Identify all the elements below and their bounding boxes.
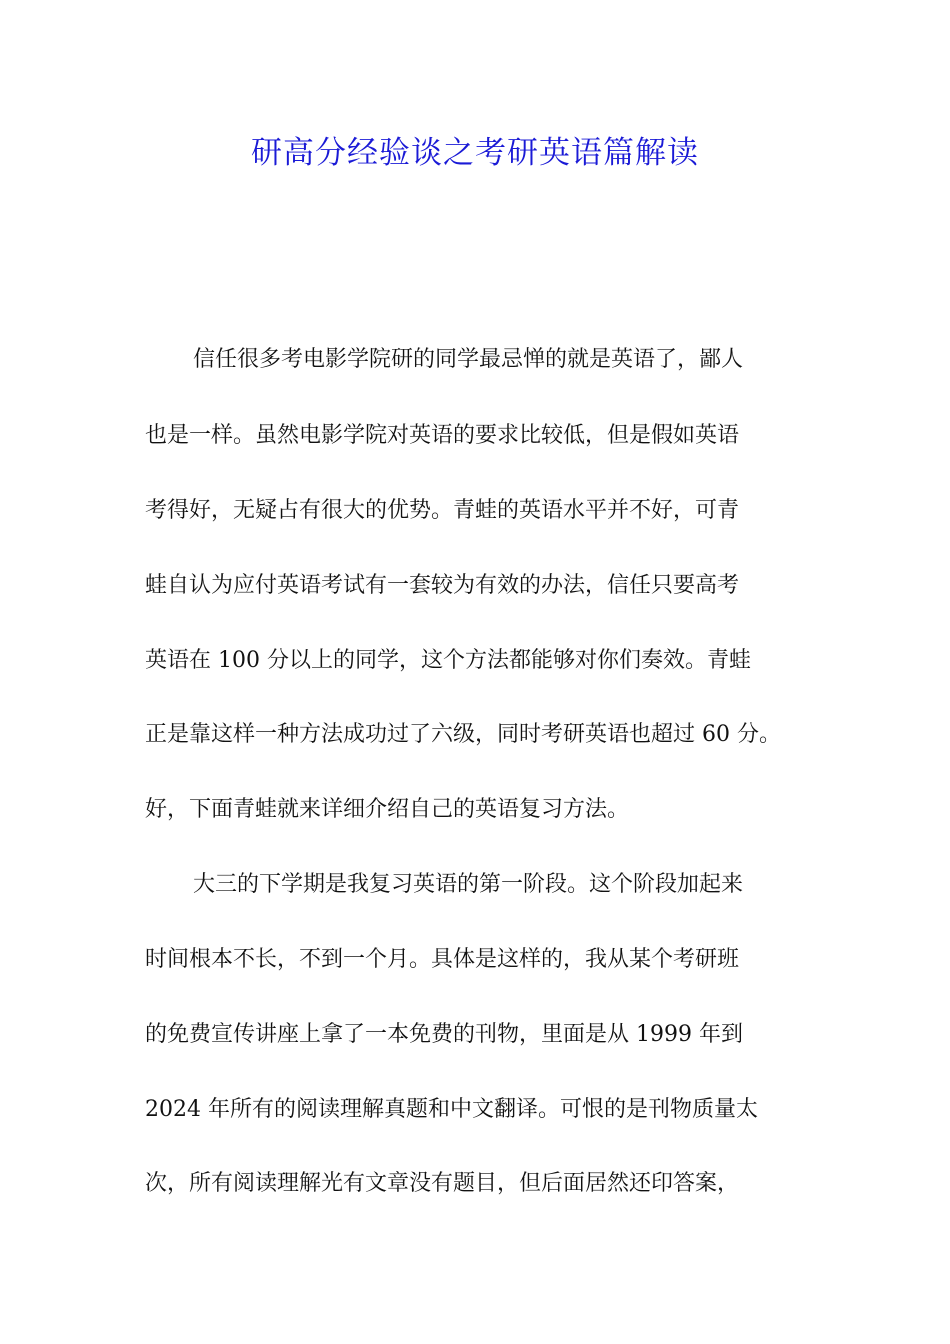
paragraph-2-line-1: 大三的下学期是我复习英语的第一阶段。这个阶段加起来 — [193, 872, 744, 897]
paragraph-1-line-7: 好，下面青蛙就来详细介绍自己的英语复习方法。 — [145, 797, 630, 822]
paragraph-1-line-6: 正是靠这样一种方法成功过了六级，同时考研英语也超过 60 分。 — [145, 722, 781, 747]
paragraph-1-line-5: 英语在 100 分以上的同学，这个方法都能够对你们奏效。青蛙 — [145, 648, 751, 673]
paragraph-2-line-4: 2024 年所有的阅读理解真题和中文翻译。可恨的是刊物质量太 — [145, 1097, 758, 1122]
paragraph-2-line-2: 时间根本不长，不到一个月。具体是这样的，我从某个考研班 — [145, 947, 740, 972]
paragraph-2-line-5: 次，所有阅读理解光有文章没有题目，但后面居然还印答案， — [145, 1171, 740, 1196]
paragraph-2-line-3: 的免费宣传讲座上拿了一本免费的刊物，里面是从 1999 年到 — [145, 1022, 743, 1047]
document-title: 研高分经验谈之考研英语篇解读 — [251, 135, 699, 171]
paragraph-1-line-4: 蛙自认为应付英语考试有一套较为有效的办法，信任只要高考 — [145, 573, 740, 598]
paragraph-1-line-2: 也是一样。虽然电影学院对英语的要求比较低，但是假如英语 — [145, 423, 740, 448]
paragraph-1-line-3: 考得好，无疑占有很大的优势。青蛙的英语水平并不好，可青 — [145, 498, 740, 523]
paragraph-1-line-1: 信任很多考电影学院研的同学最忌惮的就是英语了，鄙人 — [193, 347, 744, 372]
